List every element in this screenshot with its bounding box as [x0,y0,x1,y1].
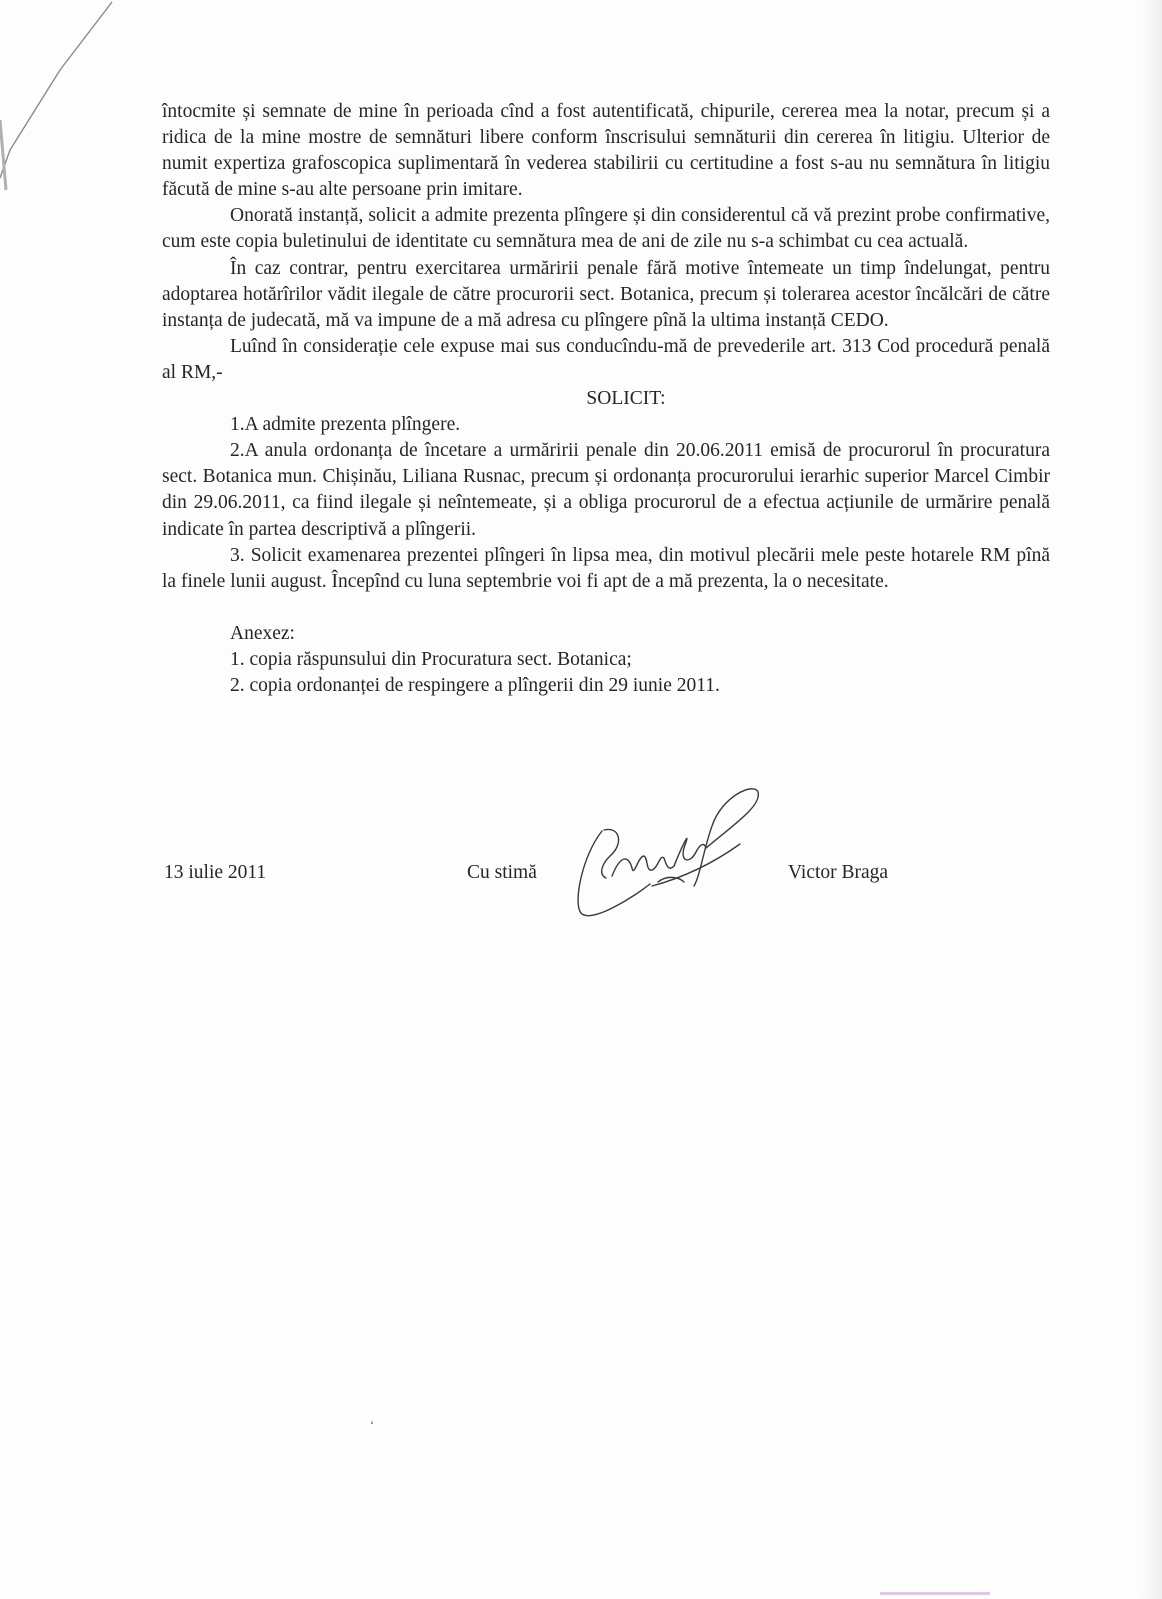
letter-date: 13 iulie 2011 [164,862,267,883]
signer-name: Victor Braga [788,862,889,883]
solicit-heading: SOLICIT: [586,388,666,410]
scan-edge-mark [0,0,130,200]
paragraph-1: întocmite și semnate de mine în perioada cînd a fost autentificată, chipurile, cererea mea la notar, precum și a ridica de la mine mostre de semnături libere conform înscrisului semnăturii din cererea în litigiu. Ulterior de numit expertiza grafoscopica suplimentară în vederea stabilirii cu certitudine a fost s-au nu semnătura în litigiu făcută de mine s-au alte persoane prin imitare. [162,101,1050,201]
request-3: 3. Solicit examenarea prezentei plîngeri în lipsa mea, din motivul plecării mele peste hotarele RM pînă la finele lunii august. Începînd cu luna septembrie voi fi apt de a mă prezenta, la o necesitate. [162,544,1050,592]
annex-title: Anexez: [230,622,295,644]
request-2: 2.A anula ordonanța de încetare a urmăririi penale din 20.06.2011 emisă de procurorul în procuratura sect. Botanica mun. Chișinău, Liliana Rusnac, precum și ordonanța procurorului ierarhic superior Marcel Cimbir din 29.06.2011, ca fiind ilegale și neîntemeate, și a obliga procurorul de a efectua acțiunile de urmărire penală indicate în partea descriptivă a plîngerii. [162,440,1050,540]
page-edge-shadow [1140,0,1162,1599]
request-1: 1.A admite prezenta plîngere. [230,414,461,436]
paragraph-3: În caz contrar, pentru exercitarea urmăririi penale fără motive întemeate un timp îndelungat, pentru adoptarea hotărîrilor vădit ilegale de către procurorii sect. Botanica, precum și tolerarea acestor încălcări de către instanța de judecată, mă va impune de a mă adresa cu plîngere pînă la ultima instanță CEDO. [162,257,1050,331]
paragraph-4: Luînd în considerație cele expuse mai sus conducîndu-mă de prevederile art. 313 Cod procedură penală al RM,- [162,335,1050,383]
letter-body [162,99,1050,699]
stray-mark: ‘ [370,1418,374,1432]
handwritten-signature [572,786,772,936]
annex-item-2: 2. copia ordonanței de respingere a plîngerii din 29 iunie 2011. [230,674,720,696]
scan-artifact-stripe [880,1592,990,1595]
annex-item-1: 1. copia răspunsului din Procuratura sect. Botanica; [230,648,632,670]
paragraph-2: Onorată instanță, solicit a admite prezenta plîngere și din considerentul că vă prezint probe confirmative, cum este copia buletinului de identitate cu semnătura mea de ani de zile nu s-a schimbat cu cea actuală. [162,205,1050,253]
letter-closing: Cu stimă [467,862,537,883]
